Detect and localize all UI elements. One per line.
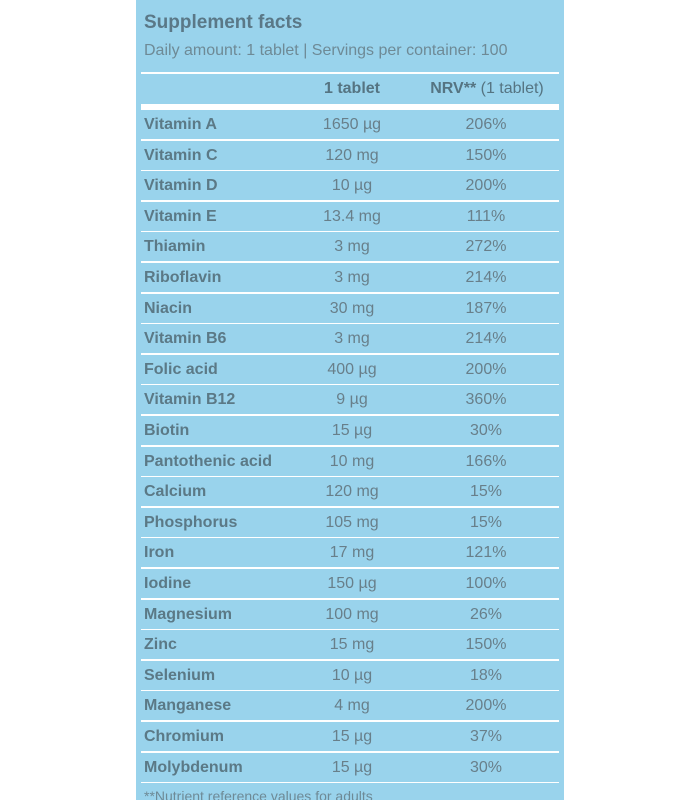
nutrient-amount: 4 mg: [334, 697, 370, 715]
nutrient-nrv: 187%: [465, 299, 507, 317]
nutrient-name: Magnesium: [144, 605, 233, 623]
nutrient-amount: 15 µg: [331, 728, 373, 745]
row-divider: [141, 782, 559, 784]
nutrient-name: Chromium: [144, 728, 224, 745]
nutrient-nrv: 18%: [469, 666, 503, 684]
nutrient-amount: 10 mg: [329, 452, 375, 470]
nutrient-name: Manganese: [144, 697, 232, 715]
supplement-facts-panel: [136, 0, 564, 800]
nutrient-name: Molybdenum: [144, 758, 243, 776]
table-row: [136, 661, 564, 692]
table-row: [136, 447, 564, 478]
nutrient-name: Vitamin D: [144, 177, 218, 195]
nutrient-nrv: 121%: [465, 544, 507, 562]
nutrient-nrv: 30%: [469, 758, 503, 776]
nutrient-amount: 15 µg: [331, 422, 373, 439]
table-row: [136, 691, 564, 722]
nutrient-amount: 13.4 mg: [323, 207, 381, 225]
nutrient-nrv: 214%: [465, 330, 507, 348]
nutrient-name: Biotin: [144, 422, 190, 439]
table-row: [136, 324, 564, 355]
column-header-nrv-sub: (1 tablet): [476, 80, 544, 97]
nutrient-name: Calcium: [144, 483, 207, 501]
column-header-amount: 1 tablet: [323, 80, 380, 97]
label-title: Supplement facts: [144, 12, 303, 33]
nutrient-amount: 3 mg: [334, 330, 370, 348]
nutrient-amount: 105 mg: [325, 513, 379, 531]
nutrient-nrv: 26%: [469, 605, 503, 623]
nutrient-amount: 100 mg: [325, 605, 379, 623]
nutrient-nrv: 272%: [465, 238, 507, 256]
nutrient-nrv: 30%: [469, 422, 503, 439]
table-row: [136, 202, 564, 233]
nutrient-amount: 3 mg: [334, 238, 370, 256]
nutrient-name: Vitamin E: [144, 207, 217, 225]
nutrient-nrv: 15%: [469, 483, 503, 501]
nutrient-nrv: 214%: [465, 269, 507, 286]
nutrient-nrv: 100%: [465, 575, 507, 592]
table-row: [136, 263, 564, 294]
nutrient-nrv: 360%: [465, 391, 507, 409]
table-row: [136, 630, 564, 661]
nutrient-amount: 3 mg: [334, 269, 370, 286]
nutrient-name: Pantothenic acid: [144, 452, 273, 470]
nutrient-name: Iodine: [144, 575, 192, 592]
header-divider: [141, 72, 559, 74]
nutrient-nrv: 200%: [465, 177, 507, 195]
nutrient-name: Vitamin B6: [144, 330, 227, 348]
nutrient-name: Vitamin A: [144, 116, 217, 133]
nutrient-name: Iron: [144, 544, 175, 562]
table-row: [136, 232, 564, 263]
label-subtitle: Daily amount: 1 tablet | Servings per container: 100: [144, 42, 508, 59]
table-row: [136, 294, 564, 325]
nutrient-amount: 30 mg: [329, 299, 375, 317]
nutrient-amount: 15 mg: [329, 636, 375, 654]
table-row: [136, 416, 564, 447]
nutrient-amount: 400 µg: [327, 360, 377, 378]
table-row: [136, 508, 564, 539]
nutrient-nrv: 37%: [469, 728, 503, 745]
footnote: **Nutrient reference values for adults: [144, 788, 373, 800]
table-row: [136, 600, 564, 631]
nutrient-name: Niacin: [144, 299, 193, 317]
table-row: [136, 110, 564, 141]
nutrient-nrv: 200%: [465, 360, 507, 378]
nutrient-name: Riboflavin: [144, 269, 222, 286]
nutrient-name: Selenium: [144, 666, 216, 684]
nutrient-amount: 120 mg: [325, 483, 379, 501]
table-row: [136, 477, 564, 508]
nutrient-name: Vitamin B12: [144, 391, 236, 409]
table-row: [136, 569, 564, 600]
nutrient-name: Thiamin: [144, 238, 206, 256]
nutrient-name: Folic acid: [144, 360, 218, 378]
nutrient-nrv: 200%: [465, 697, 507, 715]
nutrient-name: Vitamin C: [144, 146, 218, 164]
table-row: [136, 355, 564, 386]
nutrient-nrv: 206%: [465, 116, 507, 133]
nutrient-name: Zinc: [144, 636, 177, 654]
table-row: [136, 722, 564, 753]
nutrient-amount: 120 mg: [325, 146, 379, 164]
table-row: [136, 385, 564, 416]
table-row: [136, 753, 564, 784]
nutrient-amount: 10 µg: [331, 666, 373, 684]
table-row: [136, 538, 564, 569]
column-header-nrv-main: NRV**: [430, 80, 477, 97]
nutrient-nrv: 166%: [465, 452, 507, 470]
table-row: [136, 141, 564, 172]
nutrient-nrv: 150%: [465, 636, 507, 654]
nutrient-amount: 1650 µg: [322, 116, 382, 133]
nutrient-amount: 150 µg: [327, 575, 377, 592]
nutrient-amount: 9 µg: [336, 391, 368, 409]
nutrient-amount: 15 µg: [331, 758, 373, 776]
nutrient-nrv: 15%: [469, 513, 503, 531]
nutrient-name: Phosphorus: [144, 513, 238, 531]
nutrient-amount: 17 mg: [329, 544, 375, 562]
nutrient-amount: 10 µg: [331, 177, 373, 195]
table-row: [136, 171, 564, 202]
nutrient-nrv: 150%: [465, 146, 507, 164]
nutrient-nrv: 111%: [466, 207, 506, 225]
column-header-nrv: [412, 80, 562, 98]
